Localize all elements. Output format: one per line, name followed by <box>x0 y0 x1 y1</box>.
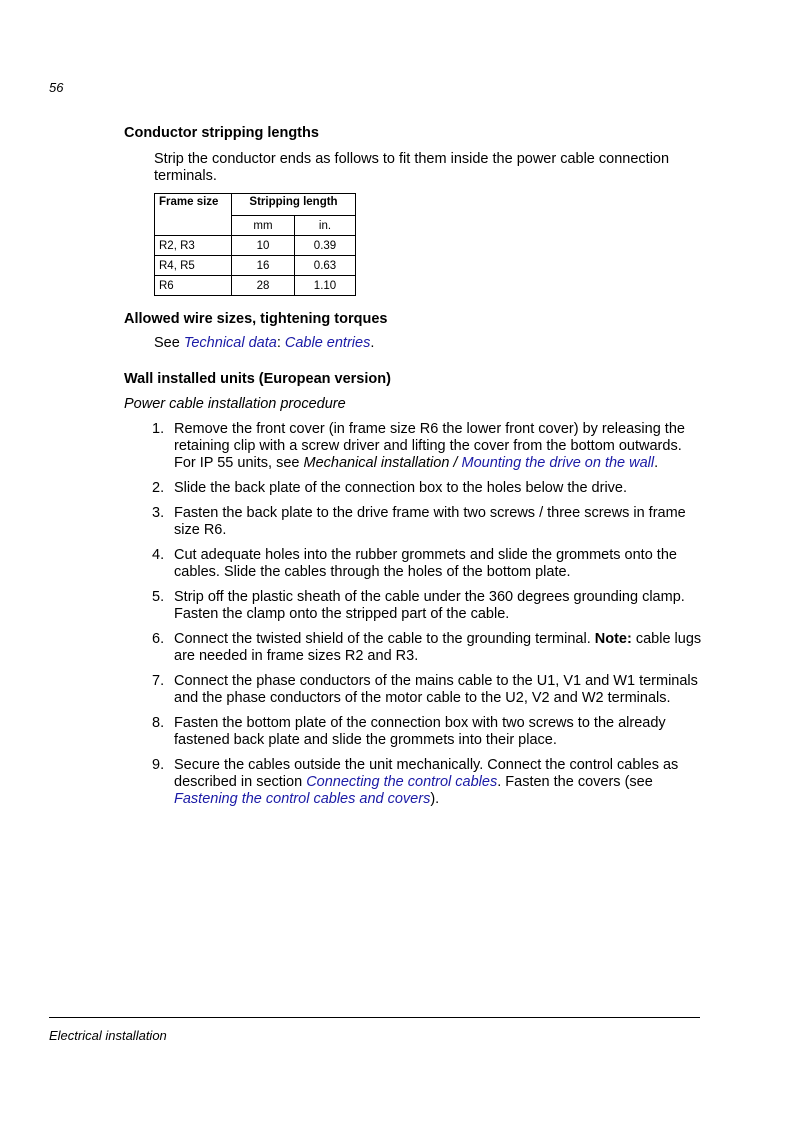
table-header-frame-size: Frame size <box>155 194 232 236</box>
table-cell-mm: 10 <box>232 236 295 256</box>
link-fastening-control-cables[interactable]: Fastening the control cables and covers <box>174 791 431 807</box>
list-item <box>152 480 702 497</box>
step-number: 4. <box>152 547 165 563</box>
table-cell-in: 0.39 <box>295 236 356 256</box>
link-technical-data[interactable]: Technical data <box>183 335 277 351</box>
step-text: Fasten the back plate to the drive frame with two screws / three screws in frame size R6. <box>174 505 686 538</box>
link-cable-entries[interactable]: Cable entries <box>284 335 371 351</box>
step-text: Connect the twisted shield of the cable to the grounding terminal. <box>174 631 595 647</box>
footer-chapter-title: Electrical installation <box>49 1028 167 1043</box>
table-unit-mm: mm <box>232 216 295 236</box>
step-text-end: ). <box>430 791 440 807</box>
table-cell-mm: 16 <box>232 256 295 276</box>
step-number: 9. <box>152 757 165 773</box>
table-cell-frame: R6 <box>155 276 232 296</box>
section-heading-wall-installed: Wall installed units (European version) <box>124 371 391 387</box>
table-cell-frame: R4, R5 <box>155 256 232 276</box>
step-text: Remove the front cover (in frame size R6 the lower front cover) by releasing the retaining clip with a screw driver and lifting the cover from the bottom outwards. For IP 55 units, see <box>174 421 685 471</box>
table-cell-mm: 28 <box>232 276 295 296</box>
step-number: 8. <box>152 715 165 731</box>
list-item <box>152 757 702 808</box>
section-heading-stripping: Conductor stripping lengths <box>124 125 319 141</box>
table-cell-in: 0.63 <box>295 256 356 276</box>
step-number: 2. <box>152 480 165 496</box>
step-number: 7. <box>152 673 165 689</box>
page-number: 56 <box>49 80 64 95</box>
step-number: 1. <box>152 421 165 437</box>
step-text: Connect the phase conductors of the mains cable to the U1, V1 and W1 terminals and the phase conductors of the motor cable to the U2, V2 and W2 terminals. <box>174 673 698 706</box>
step-text: Slide the back plate of the connection box to the holes below the drive. <box>174 480 628 496</box>
step-number: 3. <box>152 505 165 521</box>
section-heading-wire-sizes: Allowed wire sizes, tightening torques <box>124 311 388 327</box>
footer-divider <box>49 1017 700 1018</box>
step-text: Strip off the plastic sheath of the cable under the 360 degrees grounding clamp. Fasten the clamp onto the stripped part of the cable. <box>174 589 685 622</box>
procedure-subheading: Power cable installation procedure <box>124 396 346 412</box>
reference-suffix: . <box>370 335 375 351</box>
step-text: Secure the cables outside the unit mechanically. Connect the control cables as described in section <box>174 757 679 790</box>
link-mounting-drive-on-wall[interactable]: Mounting the drive on the wall <box>461 455 655 471</box>
link-separator: : <box>276 335 285 351</box>
procedure-steps <box>152 421 702 816</box>
table-cell-in: 1.10 <box>295 276 356 296</box>
list-item <box>152 421 702 472</box>
see-prefix: See <box>154 335 184 351</box>
table-cell-frame: R2, R3 <box>155 236 232 256</box>
step-text-middle: . Fasten the covers (see <box>497 774 653 790</box>
table-header-stripping-length: Stripping length <box>232 194 356 216</box>
step-note-label: Note: <box>594 631 632 647</box>
wire-sizes-reference <box>154 335 699 352</box>
table-row <box>155 256 356 276</box>
list-item <box>152 505 702 539</box>
step-italic-reference: Mechanical installation / <box>303 455 462 471</box>
table-header-row <box>155 194 356 216</box>
step-text: Cut adequate holes into the rubber grommets and slide the grommets onto the cables. Slide the cables through the holes of the bottom plate. <box>174 547 677 580</box>
step-number: 5. <box>152 589 165 605</box>
list-item <box>152 673 702 707</box>
link-connecting-control-cables[interactable]: Connecting the control cables <box>306 774 498 790</box>
list-item <box>152 547 702 581</box>
step-text-end: cable lugs are needed in frame sizes R2 and R3. <box>174 631 702 664</box>
table-unit-in: in. <box>295 216 356 236</box>
step-text: Fasten the bottom plate of the connection box with two screws to the already fastened back plate and slide the grommets into their place. <box>174 715 666 748</box>
table-row <box>155 276 356 296</box>
list-item <box>152 715 702 749</box>
list-item <box>152 589 702 623</box>
list-item <box>152 631 702 665</box>
stripping-intro: Strip the conductor ends as follows to fit them inside the power cable connection terminals. <box>154 151 670 184</box>
step-text-end: . <box>654 455 659 471</box>
step-number: 6. <box>152 631 165 647</box>
stripping-length-table <box>154 193 356 296</box>
table-row <box>155 236 356 256</box>
